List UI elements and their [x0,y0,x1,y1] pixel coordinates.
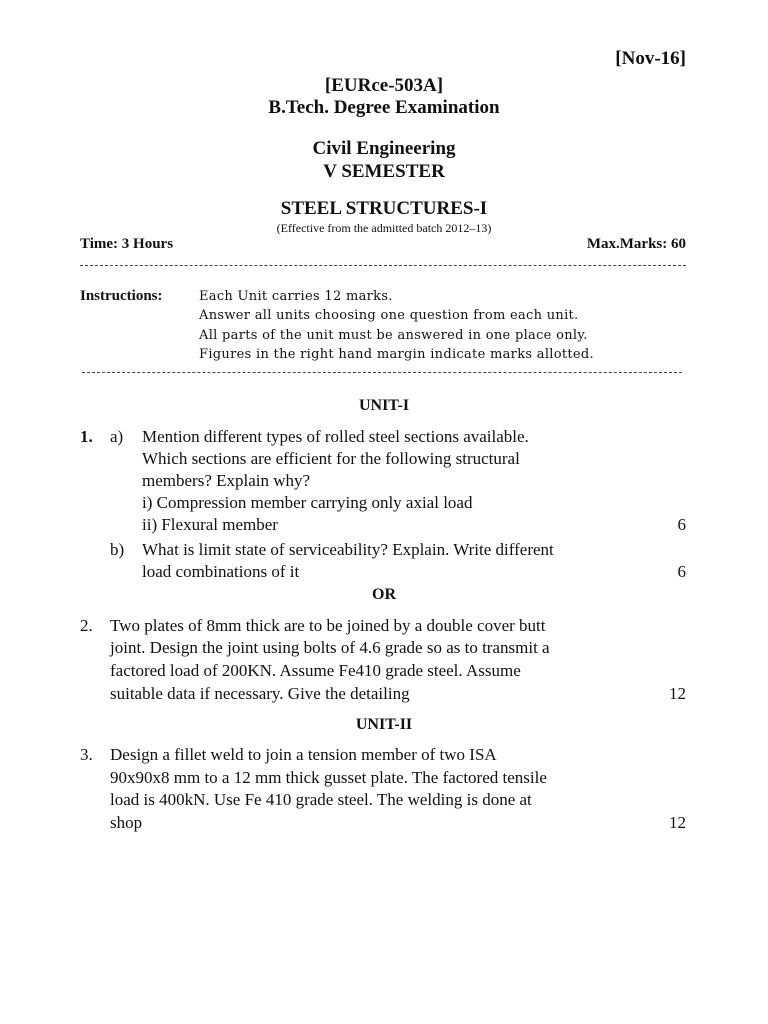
session-label: [Nov-16] [615,48,686,69]
question-number: 2. [80,616,93,635]
instruction-line: Figures in the right hand margin indicate marks allotted. [199,347,594,362]
instruction-line: All parts of the unit must be answered in one place only. [199,328,588,343]
question-text-line: Design a fillet weld to join a tension member of two ISA [110,745,497,764]
or-separator: OR [372,586,396,603]
time-label: Time: 3 Hours [80,236,174,252]
semester-title: V SEMESTER [323,161,445,182]
divider-top [80,265,686,266]
instruction-line: Answer all units choosing one question from each unit. [199,308,579,323]
divider-bottom [82,372,682,373]
effective-note: (Effective from the admitted batch 2012–13) [276,221,492,235]
question-text-line: load is 400kN. Use Fe 410 grade steel. The welding is done at [110,790,532,809]
question-text-line: suitable data if necessary. Give the detailing [110,684,410,703]
exam-title: B.Tech. Degree Examination [268,97,500,118]
subject-title: STEEL STRUCTURES-I [280,198,488,219]
question-text-line: members? Explain why? [142,471,311,490]
unit-heading: UNIT-I [358,397,410,414]
part-label: b) [110,540,125,559]
sub-item: i) Compression member carrying only axial load [142,493,473,512]
part-label: a) [110,427,124,446]
question-text-line: load combinations of it [142,562,300,581]
sub-item: ii) Flexural member [142,515,278,534]
question-text-line: shop [110,813,143,832]
marks-value: 6 [677,562,686,581]
question-number: 1. [80,427,93,446]
question-text-line: factored load of 200KN. Assume Fe410 grade steel. Assume [110,661,521,680]
question-text-line: 90x90x8 mm to a 12 mm thick gusset plate. The factored tensile [110,768,547,787]
question-text-line: joint. Design the joint using bolts of 4.6 grade so as to transmit a [110,638,550,657]
question-text-line: What is limit state of serviceability? Explain. Write different [142,540,554,559]
max-marks-label: Max.Marks: 60 [586,236,686,252]
paper-code: [EURce-503A] [324,75,444,96]
marks-value: 6 [677,515,686,534]
question-text-line: Which sections are efficient for the following structural [142,449,520,468]
question-number: 3. [80,745,93,764]
unit-heading: UNIT-II [355,716,413,733]
marks-value: 12 [669,684,686,703]
marks-value: 12 [669,813,686,832]
question-text-line: Two plates of 8mm thick are to be joined by a double cover butt [110,616,546,635]
instructions-label: Instructions: [80,288,163,304]
question-text-line: Mention different types of rolled steel sections available. [142,427,529,446]
department-title: Civil Engineering [312,138,456,159]
instruction-line: Each Unit carries 12 marks. [199,289,393,304]
